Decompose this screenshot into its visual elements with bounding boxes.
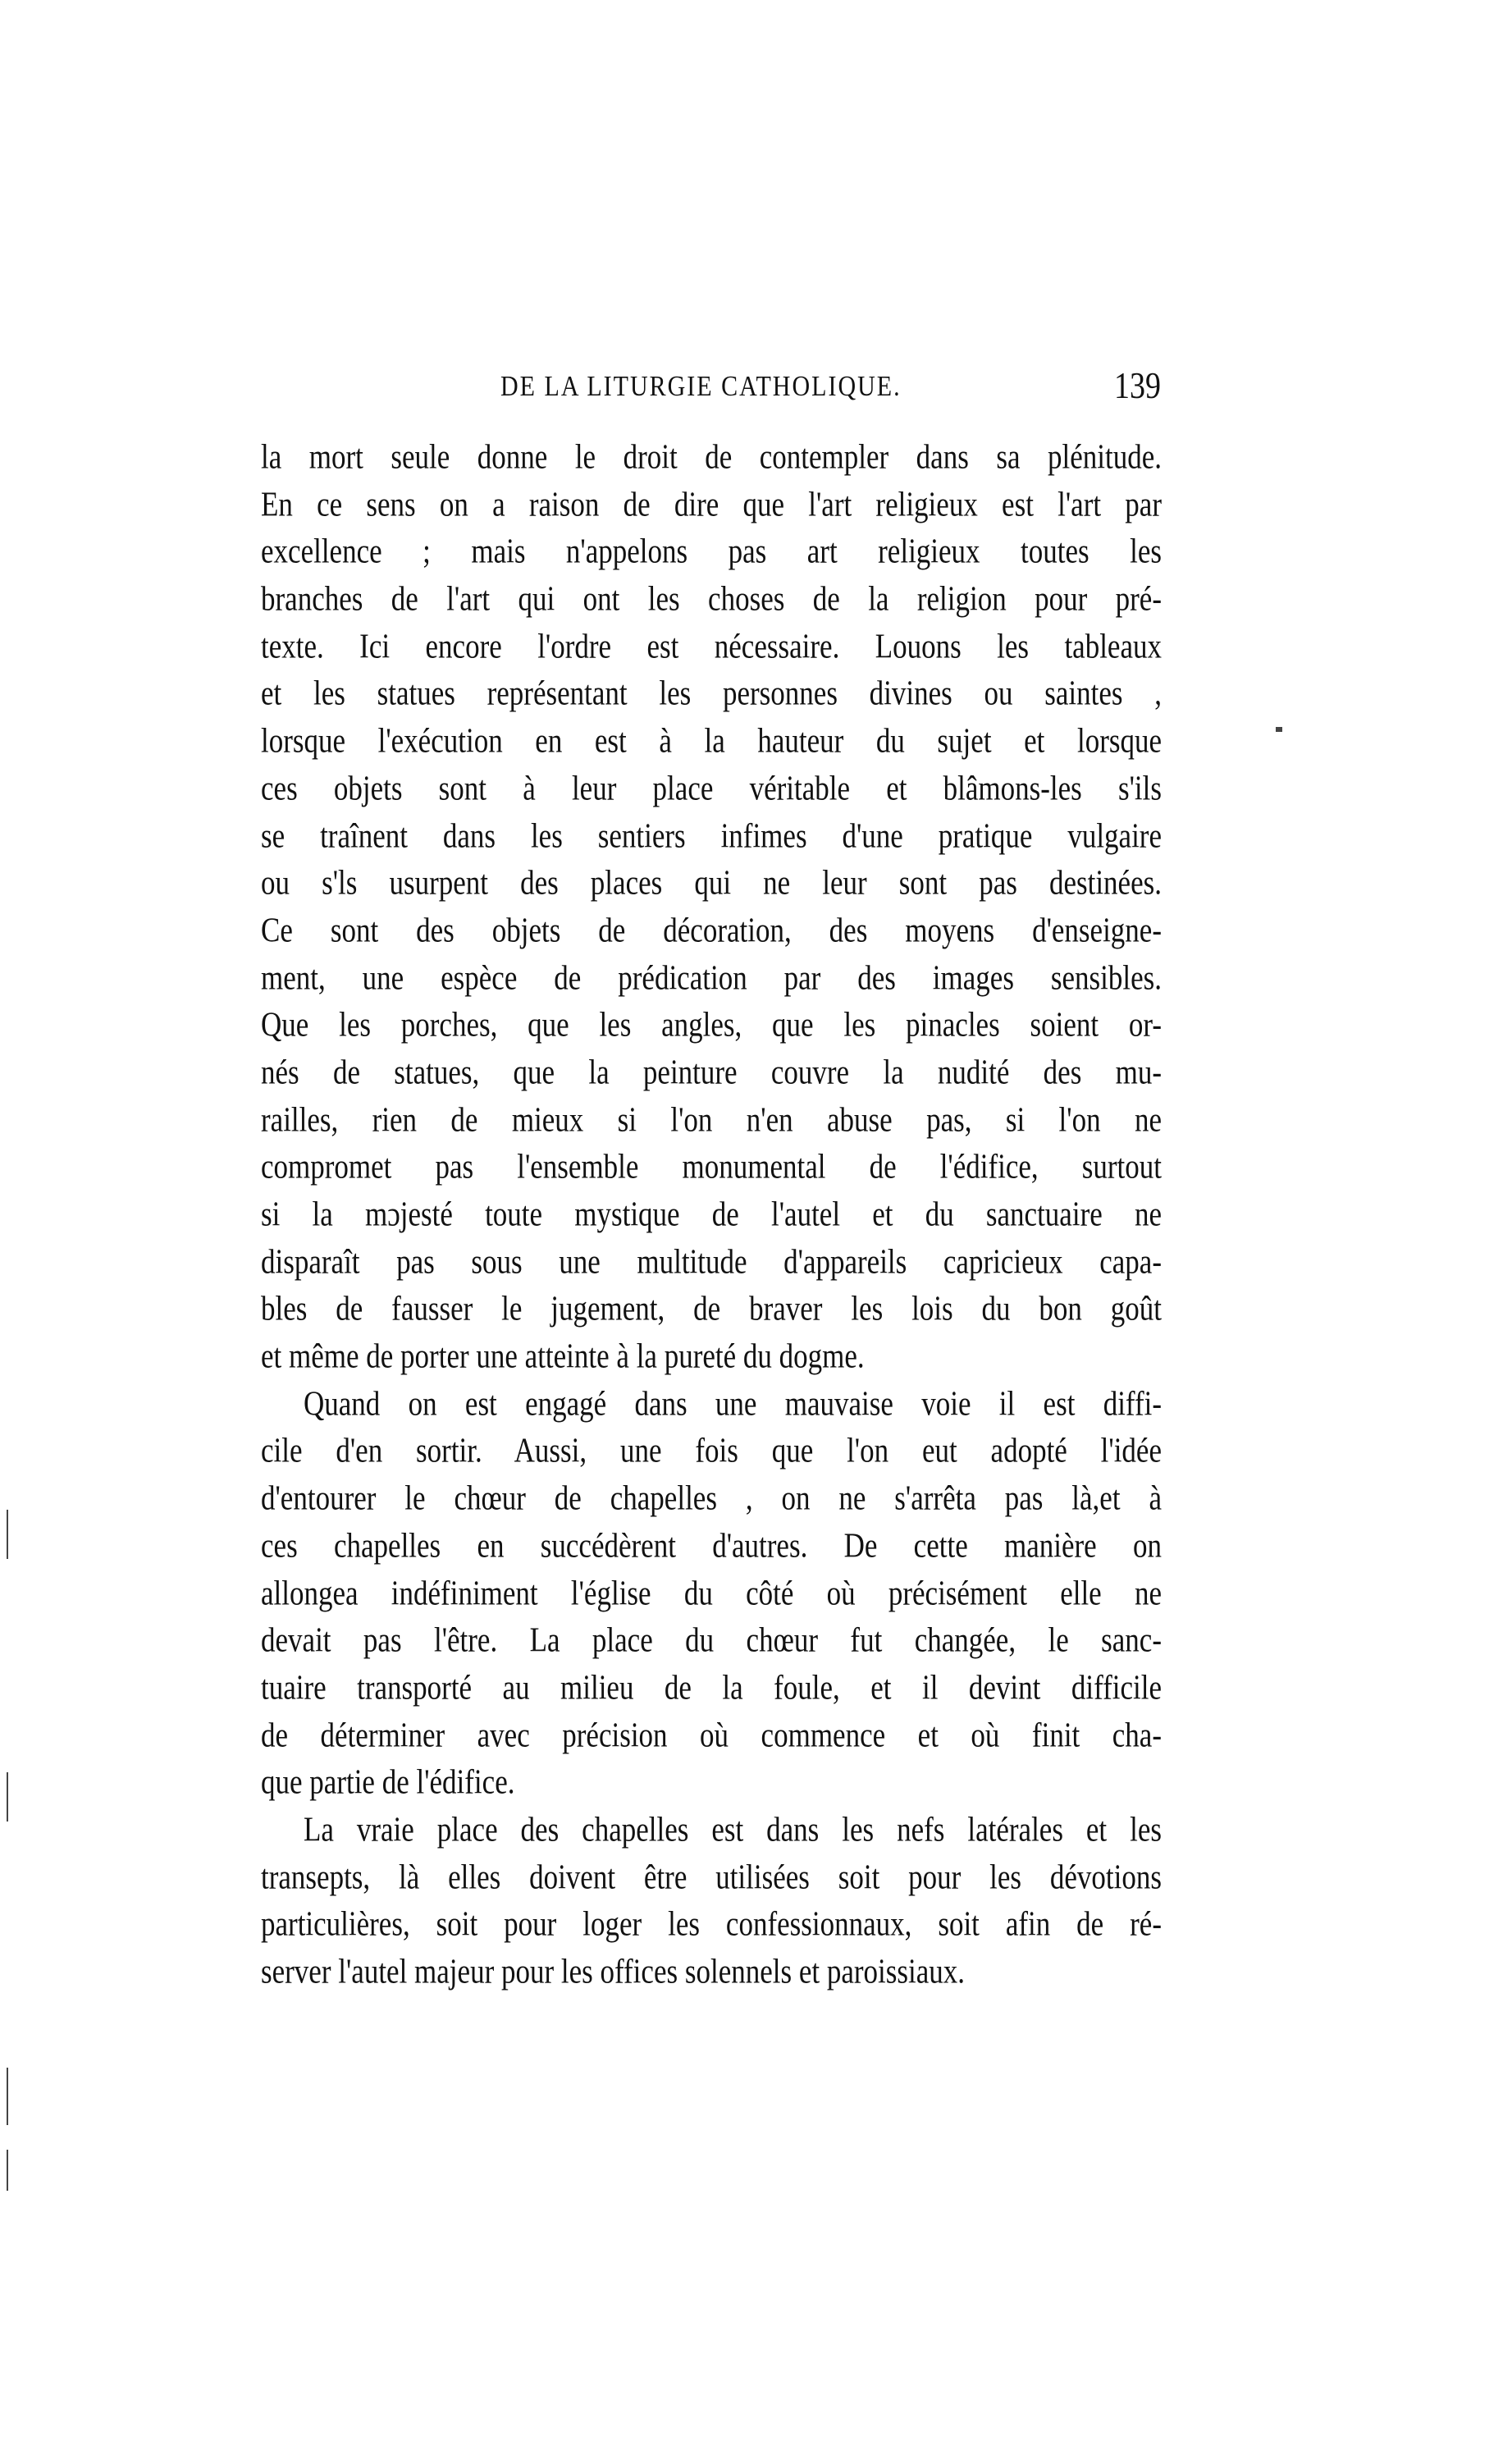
scan-mark <box>7 1510 8 1559</box>
text-line: tuaire transporté au milieu de la foule, et il devint difficile <box>261 1667 1162 1707</box>
page-header <box>263 365 1161 412</box>
text-line: railles, rien de mieux si l'on n'en abuse pas, si l'on ne <box>261 1099 1162 1139</box>
text-line: server l'autel majeur pour les offices solennels et paroissiaux. <box>261 1951 966 1991</box>
scan-mark <box>7 2150 8 2191</box>
text-line: allongea indéfiniment l'église du côté où précisément elle ne <box>261 1573 1162 1612</box>
text-line: texte. Ici encore l'ordre est nécessaire. Louons les tableaux <box>261 626 1162 665</box>
page-body <box>261 433 1162 1995</box>
text-line: disparaît pas sous une multitude d'appareils capricieux capa- <box>261 1241 1162 1281</box>
text-line: particulières, soit pour loger les confessionnaux, soit afin de ré- <box>261 1904 1162 1944</box>
text-line: cile d'en sortir. Aussi, une fois que l'on eut adopté l'idée <box>261 1431 1162 1470</box>
scan-mark <box>1276 727 1282 732</box>
text-line: bles de fausser le jugement, de braver les lois du bon goût <box>261 1289 1162 1328</box>
text-line: Que les porches, que les angles, que les pinacles soient or- <box>261 1004 1162 1044</box>
scan-mark <box>7 1772 8 1822</box>
text-line: de déterminer avec précision où commence et où finit cha- <box>261 1715 1162 1754</box>
text-line: et les statues représentant les personnes divines ou saintes , <box>261 674 1162 713</box>
text-line: Ce sont des objets de décoration, des moyens d'enseigne- <box>261 910 1162 950</box>
text-line: ces chapelles en succédèrent d'autres. De cette manière on <box>261 1525 1162 1566</box>
text-line: la mort seule donne le droit de contempler dans sa plénitude. <box>261 437 1162 477</box>
text-line: que partie de l'édifice. <box>261 1762 515 1802</box>
text-line: ment, une espèce de prédication par des images sensibles. <box>261 958 1162 997</box>
text-line: transepts, là elles doivent être utilisées soit pour les dévotions <box>261 1857 1162 1896</box>
text-line: et même de porter une atteinte à la pureté du dogme. <box>261 1336 865 1376</box>
text-line: branches de l'art qui ont les choses de la religion pour pré- <box>261 578 1162 619</box>
text-line: nés de statues, que la peinture couvre la nudité des mu- <box>261 1052 1162 1092</box>
text-line: se traînent dans les sentiers infimes d'une pratique vulgaire <box>261 816 1162 855</box>
text-line: si la mɔjesté toute mystique de l'autel et du sanctuaire ne <box>261 1194 1162 1234</box>
scan-mark <box>7 2068 8 2125</box>
text-line: lorsque l'exécution en est à la hauteur du sujet et lorsque <box>261 720 1162 761</box>
running-title: DE LA LITURGIE CATHOLIQUE. <box>500 371 902 402</box>
text-line: compromet pas l'ensemble monumental de l'édifice, surtout <box>261 1146 1162 1186</box>
text-line: Quand on est engagé dans une mauvaise voie il est diffi- <box>304 1383 1162 1423</box>
text-line: La vraie place des chapelles est dans les nefs latérales et les <box>304 1809 1162 1849</box>
text-line: d'entourer le chœur de chapelles , on ne s'arrêta pas là,et à <box>261 1478 1162 1518</box>
text-line: ou s'ls usurpent des places qui ne leur sont pas destinées. <box>261 862 1162 903</box>
text-line: excellence ; mais n'appelons pas art religieux toutes les <box>261 532 1162 571</box>
text-line: devait pas l'être. La place du chœur fut changée, le sanc- <box>261 1620 1162 1660</box>
text-line: En ce sens on a raison de dire que l'art religieux est l'art par <box>261 484 1162 523</box>
text-line: ces objets sont à leur place véritable et blâmons-les s'ils <box>261 768 1162 808</box>
page-number: 139 <box>1114 365 1161 407</box>
